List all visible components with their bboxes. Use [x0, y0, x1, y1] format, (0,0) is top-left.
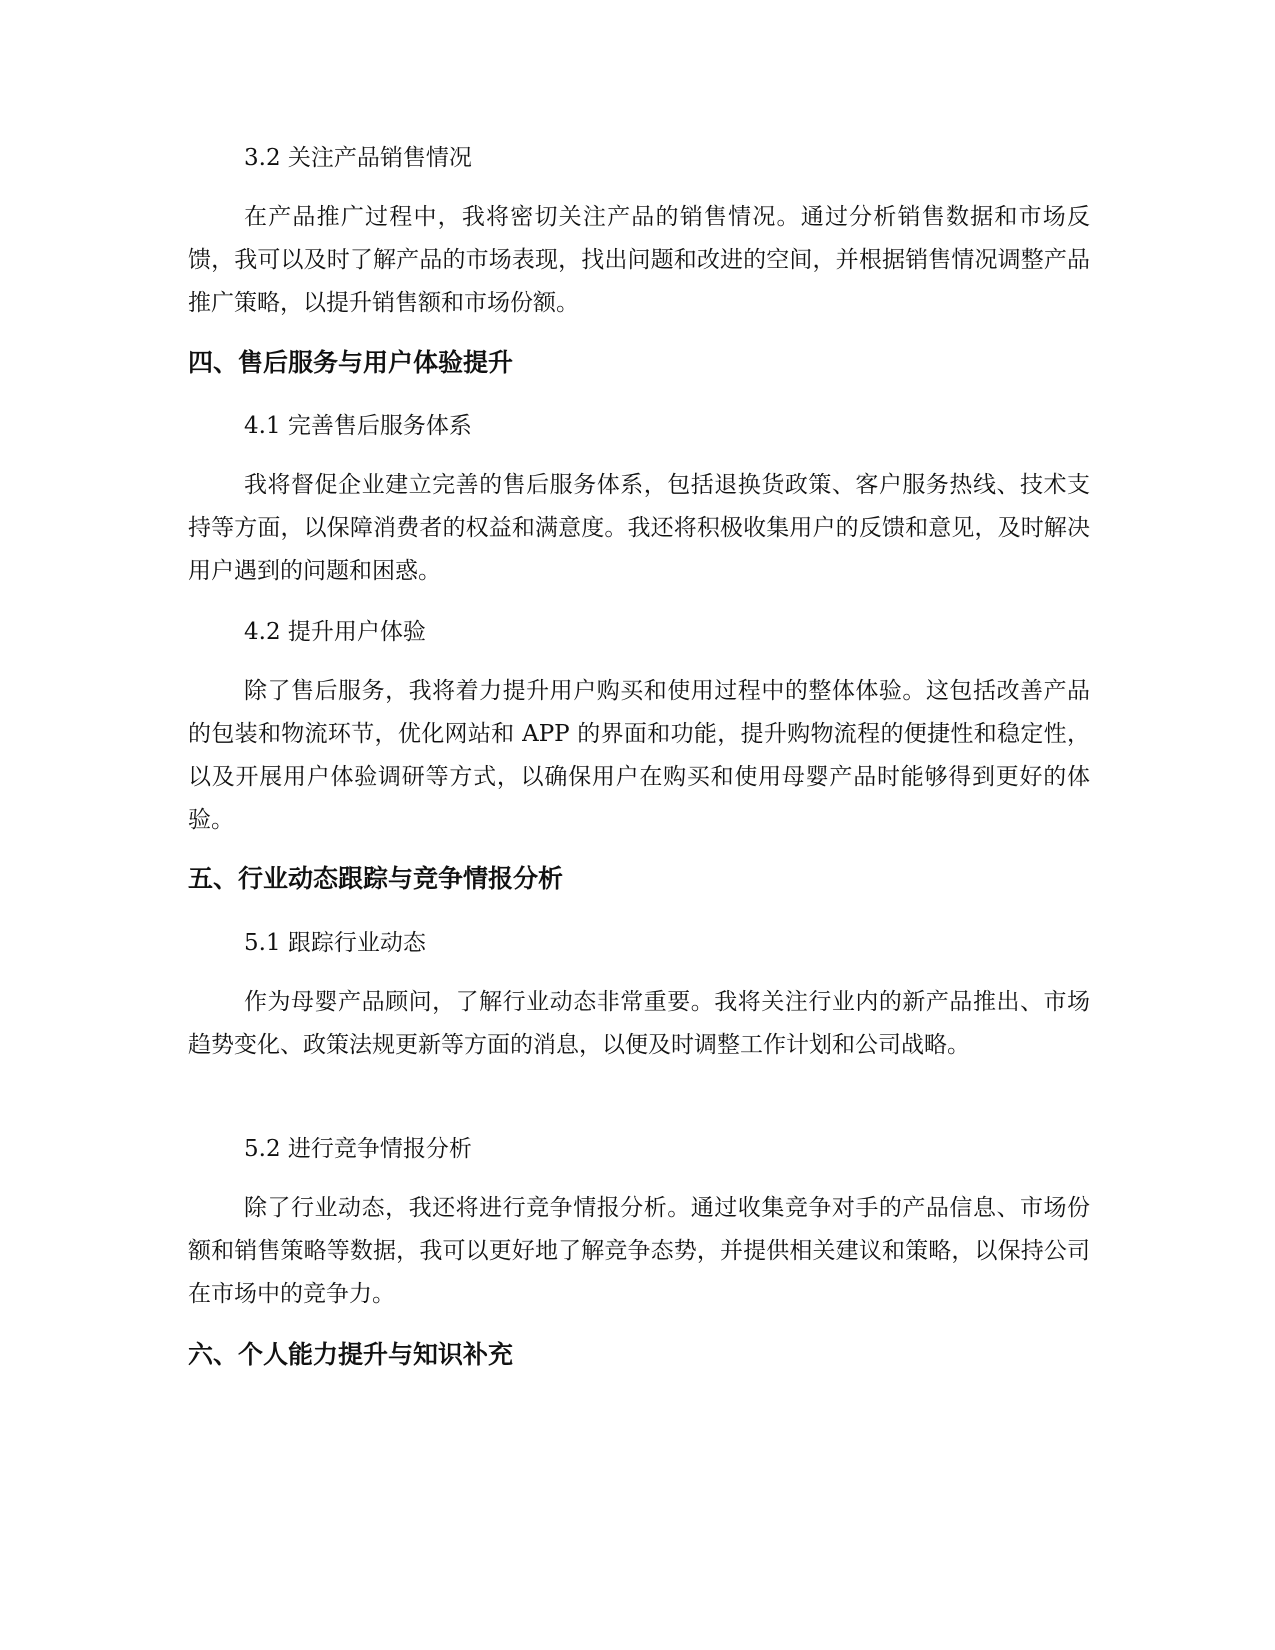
section-heading-6: 六、个人能力提升与知识补充: [188, 1340, 514, 1369]
section-heading-4: 四、售后服务与用户体验提升: [188, 348, 514, 377]
paragraph-5-2: 除了行业动态，我还将进行竞争情报分析。通过收集竞争对手的产品信息、市场份额和销售策略等数据，我可以更好地了解竞争态势，并提供相关建议和策略，以保持公司在市场中的竞争力。: [188, 1195, 1090, 1307]
paragraph-4-2: 除了售后服务，我将着力提升用户购买和使用过程中的整体体验。这包括改善产品的包装和物流环节，优化网站和 APP 的界面和功能，提升购物流程的便捷性和稳定性，以及开展用户体验调研等方式，以确保用户在购买和使用母婴产品时能够得到更好的体验。: [188, 678, 1090, 833]
subheading-4-1: 4.1 完善售后服务体系: [244, 413, 472, 439]
section-heading-5: 五、行业动态跟踪与竞争情报分析: [188, 864, 564, 893]
subheading-4-2: 4.2 提升用户体验: [244, 619, 426, 645]
subheading-5-1: 5.1 跟踪行业动态: [244, 930, 426, 956]
paragraph-4-1: 我将督促企业建立完善的售后服务体系，包括退换货政策、客户服务热线、技术支持等方面，以保障消费者的权益和满意度。我还将积极收集用户的反馈和意见，及时解决用户遇到的问题和困惑。: [188, 472, 1090, 584]
subheading-3-2: 3.2 关注产品销售情况: [244, 145, 472, 171]
paragraph-3-2: 在产品推广过程中，我将密切关注产品的销售情况。通过分析销售数据和市场反馈，我可以及时了解产品的市场表现，找出问题和改进的空间，并根据销售情况调整产品推广策略，以提升销售额和市场份额。: [188, 204, 1090, 316]
paragraph-5-1: 作为母婴产品顾问，了解行业动态非常重要。我将关注行业内的新产品推出、市场趋势变化、政策法规更新等方面的消息，以便及时调整工作计划和公司战略。: [188, 989, 1090, 1058]
subheading-5-2: 5.2 进行竞争情报分析: [244, 1136, 472, 1162]
